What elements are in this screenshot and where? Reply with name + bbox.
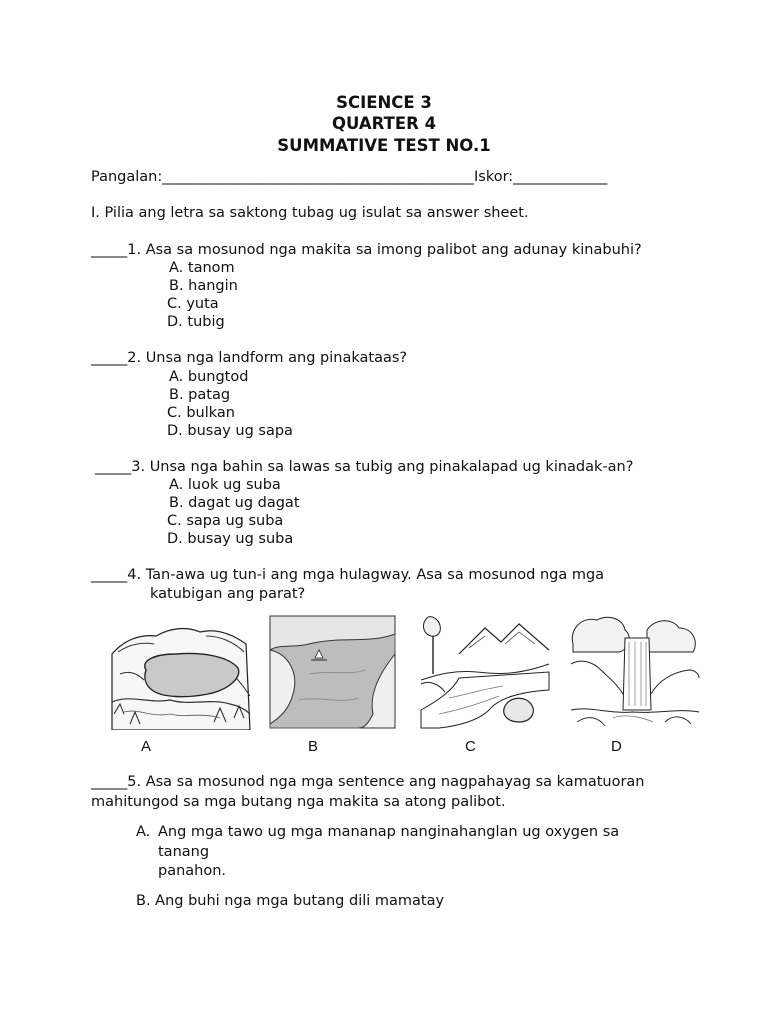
question-3-choice-b: B. dagat ug dagat xyxy=(169,495,300,511)
picture-label-c: C xyxy=(465,738,476,755)
question-3-stem: _____3. Unsa nga bahin sa lawas sa tubig ang pinakalapad ug kinadak-an? xyxy=(95,459,634,475)
question-4-stem-line1: _____4. Tan-awa ug tun-i ang mga hulagway. Asa sa mosunod nga mga xyxy=(91,567,605,583)
crater-lake-picture xyxy=(110,614,252,730)
subject-title: SCIENCE 3 xyxy=(336,93,432,112)
question-2-choice-b: B. patag xyxy=(169,387,231,403)
question-5-choice-a-marker: A. xyxy=(136,824,151,840)
picture-label-b: B xyxy=(308,738,319,755)
quarter-title: QUARTER 4 xyxy=(331,114,437,133)
question-1-stem: _____1. Asa sa mosunod nga makita sa imong palibot ang adunay kinabuhi? xyxy=(91,242,642,258)
question-2-choice-c: C. bulkan xyxy=(167,405,235,421)
question-3-choice-d: D. busay ug suba xyxy=(167,531,294,547)
question-5-choice-a-line2: tanang xyxy=(158,844,210,860)
question-5-choice-b: B. Ang buhi nga mga butang dili mamatay xyxy=(136,893,445,909)
question-1-choice-c: C. yuta xyxy=(167,296,219,312)
waterfall-picture xyxy=(569,614,700,730)
bay-picture xyxy=(269,614,396,730)
question-3-choice-a: A. luok ug suba xyxy=(169,477,281,493)
question-5-stem-line2: mahitungod sa mga butang nga makita sa atong palibot. xyxy=(91,794,506,810)
question-4-stem-line2: katubigan ang parat? xyxy=(150,586,306,602)
question-2-choice-a: A. bungtod xyxy=(169,369,249,385)
question-3-choice-c: C. sapa ug suba xyxy=(167,513,284,529)
question-2-stem: _____2. Unsa nga landform ang pinakataas? xyxy=(91,350,408,366)
name-score-line: Pangalan:___________________________________________Iskor:_____________ xyxy=(91,169,608,185)
river-picture xyxy=(419,614,551,730)
test-title: SUMMATIVE TEST NO.1 xyxy=(277,136,491,155)
question-5-choice-a-line1: Ang mga tawo ug mga mananap nanginahanglan ug oxygen sa xyxy=(158,824,620,840)
question-1-choice-d: D. tubig xyxy=(167,314,225,330)
question-1-choice-a: A. tanom xyxy=(169,260,235,276)
question-1-choice-b: B. hangin xyxy=(169,278,238,294)
question-5-stem-line1: _____5. Asa sa mosunod nga mga sentence ang nagpahayag sa kamatuoran xyxy=(91,774,645,790)
picture-label-d: D xyxy=(611,738,622,755)
question-5-choice-a-line3: panahon. xyxy=(158,863,227,879)
instruction: I. Pilia ang letra sa saktong tubag ug isulat sa answer sheet. xyxy=(91,205,529,221)
question-2-choice-d: D. busay ug sapa xyxy=(167,423,293,439)
picture-label-a: A xyxy=(141,738,152,755)
